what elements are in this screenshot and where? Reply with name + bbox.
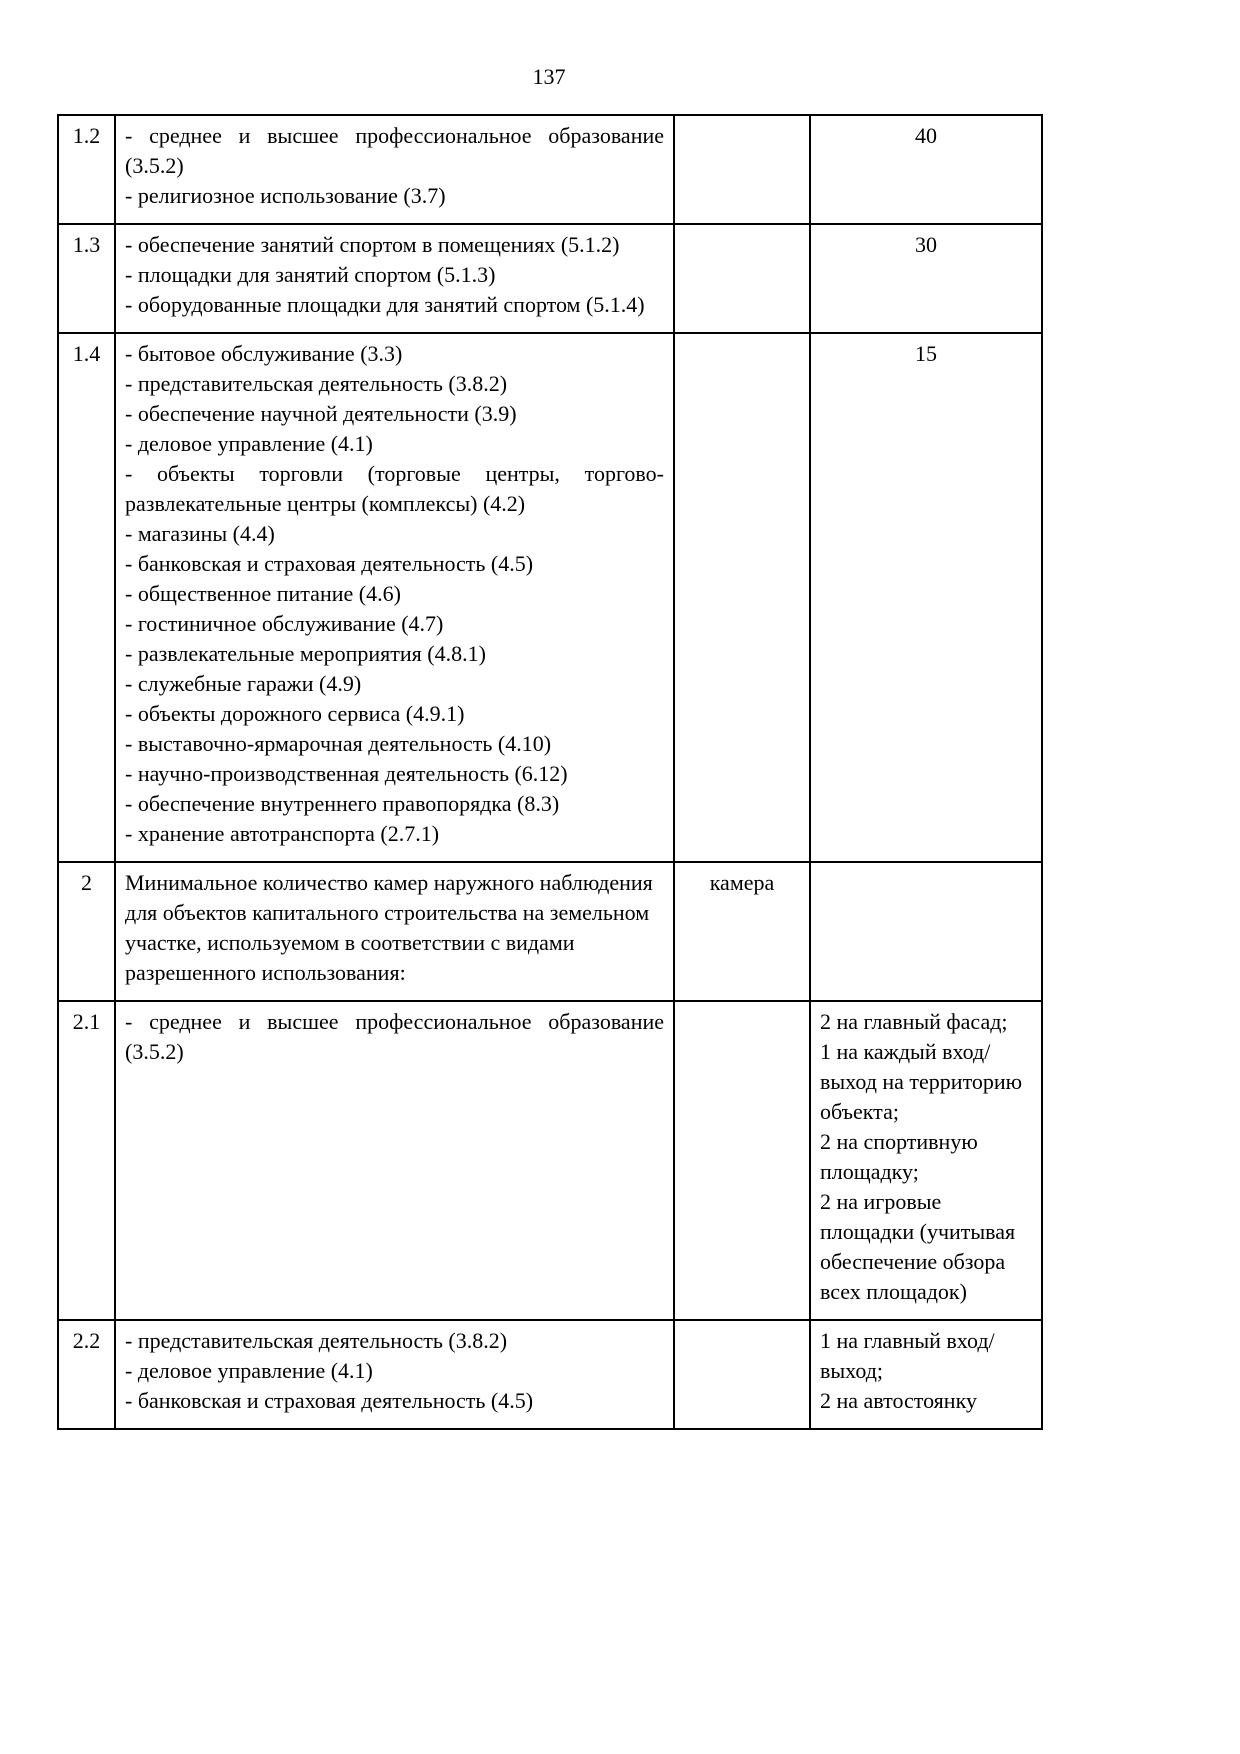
description-line: - объекты дорожного сервиса (4.9.1)	[125, 701, 465, 726]
description-line: - выставочно-ярмарочная деятельность (4.10)	[125, 731, 552, 756]
description-cell	[115, 862, 674, 1001]
description-cell	[115, 1320, 674, 1429]
value-line: 2 на игровые площадки (учитывая обеспечение обзора всех площадок)	[820, 1189, 1016, 1304]
description-line: - бытовое обслуживание (3.3)	[125, 341, 403, 366]
table-body	[58, 115, 1042, 1429]
description-line: - религиозное использование (3.7)	[125, 183, 446, 208]
description-cell	[115, 1001, 674, 1320]
value-line: 1 на каждый вход/выход на территорию объекта;	[820, 1039, 1023, 1124]
row-number-cell: 2	[58, 862, 115, 1001]
description-line: - банковская и страховая деятельность (4.5)	[125, 1388, 534, 1413]
row-number-cell: 1.4	[58, 333, 115, 862]
description-line: - служебные гаражи (4.9)	[125, 671, 362, 696]
unit-cell	[674, 1320, 810, 1429]
description-line: - оборудованные площадки для занятий спортом (5.1.4)	[125, 292, 645, 317]
description-line: - научно-производственная деятельность (6.12)	[125, 761, 568, 786]
row-number-cell: 1.2	[58, 115, 115, 224]
description-line: - обеспечение научной деятельности (3.9)	[125, 401, 517, 426]
value-line: 2 на спортивную площадку;	[820, 1129, 978, 1184]
table-row	[58, 333, 1042, 862]
description-line: - банковская и страховая деятельность (4.5)	[125, 551, 534, 576]
page-number: 137	[532, 64, 566, 89]
value-line: 40	[915, 123, 937, 148]
value-line: 1 на главный вход/выход;	[820, 1328, 995, 1383]
requirements-table	[57, 114, 1043, 1430]
description-cell	[115, 333, 674, 862]
description-line: - деловое управление (4.1)	[125, 1358, 373, 1383]
description-cell	[115, 224, 674, 333]
description-line: - общественное питание (4.6)	[125, 581, 401, 606]
value-cell	[810, 1001, 1042, 1320]
description-line: - обеспечение занятий спортом в помещениях (5.1.2)	[125, 232, 620, 257]
table-row	[58, 862, 1042, 1001]
description-line: - среднее и высшее профессиональное образование (3.5.2)	[125, 123, 664, 178]
table-row	[58, 115, 1042, 224]
value-cell	[810, 862, 1042, 1001]
table-row	[58, 1001, 1042, 1320]
value-line: 30	[915, 232, 937, 257]
table-row	[58, 224, 1042, 333]
value-cell	[810, 1320, 1042, 1429]
value-line: 15	[915, 341, 937, 366]
value-line: 2 на автостоянку	[820, 1388, 977, 1413]
value-cell	[810, 333, 1042, 862]
unit-cell: камера	[674, 862, 810, 1001]
description-line: - среднее и высшее профессиональное образование (3.5.2)	[125, 1009, 664, 1064]
table-row	[58, 1320, 1042, 1429]
unit-cell	[674, 1001, 810, 1320]
value-cell	[810, 224, 1042, 333]
description-line: - магазины (4.4)	[125, 521, 275, 546]
description-line: - хранение автотранспорта (2.7.1)	[125, 821, 440, 846]
description-line: - деловое управление (4.1)	[125, 431, 373, 456]
description-line: - развлекательные мероприятия (4.8.1)	[125, 641, 486, 666]
unit-cell	[674, 333, 810, 862]
unit-cell	[674, 224, 810, 333]
value-line: 2 на главный фасад;	[820, 1009, 1008, 1034]
unit-cell	[674, 115, 810, 224]
description-line: - гостиничное обслуживание (4.7)	[125, 611, 444, 636]
description-line: - представительская деятельность (3.8.2)	[125, 1328, 508, 1353]
page-content	[57, 64, 1041, 1430]
description-line: - представительская деятельность (3.8.2)	[125, 371, 508, 396]
description-line: - объекты торговли (торговые центры, торгово-развлекательные центры (комплексы) (4.2)	[125, 461, 664, 516]
description-line: - обеспечение внутреннего правопорядка (8.3)	[125, 791, 560, 816]
row-number-cell: 2.1	[58, 1001, 115, 1320]
description-cell	[115, 115, 674, 224]
row-number-cell: 2.2	[58, 1320, 115, 1429]
description-line: - площадки для занятий спортом (5.1.3)	[125, 262, 496, 287]
row-number-cell: 1.3	[58, 224, 115, 333]
description-line: Минимальное количество камер наружного наблюдения для объектов капитального строительства на земельном участке, используемом в соответствии с видами разрешенного использования:	[125, 870, 653, 985]
value-cell	[810, 115, 1042, 224]
